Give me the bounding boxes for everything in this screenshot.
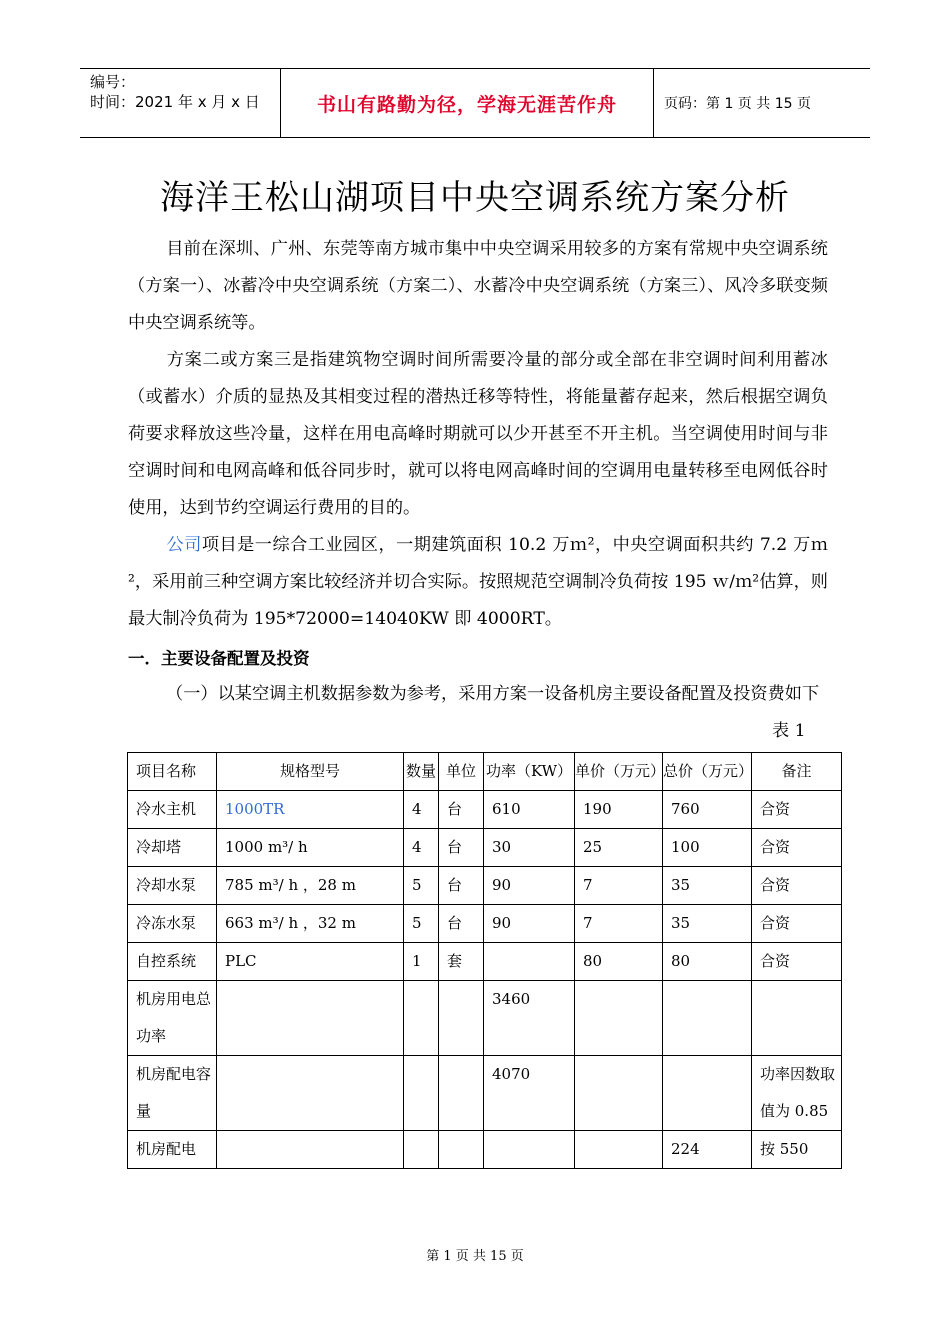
table-cell: 3460: [484, 981, 575, 1056]
table-cell: 4: [404, 791, 439, 829]
table-cell: 760: [663, 791, 752, 829]
table-cell: 30: [484, 829, 575, 867]
table-cell: 4070: [484, 1056, 575, 1131]
table-header-cell: 单价（万元）: [575, 753, 663, 791]
table-row: [128, 1131, 842, 1169]
table-cell: 合资: [752, 943, 842, 981]
table-cell: [439, 1131, 484, 1169]
table-cell: [217, 1131, 404, 1169]
table-cell: [404, 1131, 439, 1169]
table-header-cell: 总价（万元）: [663, 753, 752, 791]
table-cell: 台: [439, 867, 484, 905]
subsection-text-body: （一）以某空调主机数据参数为参考，采用方案一设备机房主要设备配置及投资费如下: [166, 684, 820, 704]
table-cell: 套: [439, 943, 484, 981]
table-cell: 机房配电容量: [128, 1056, 217, 1131]
table-cell: 1: [404, 943, 439, 981]
table-cell: [575, 981, 663, 1056]
table-row: [128, 829, 842, 867]
table-cell: 合资: [752, 867, 842, 905]
table-row: [128, 981, 842, 1056]
table-cell: [439, 981, 484, 1056]
table-cell: [484, 1131, 575, 1169]
header-page-info: 页码：第 1 页 共 15 页: [664, 96, 811, 112]
table-cell: 合资: [752, 829, 842, 867]
table-cell: 7: [575, 905, 663, 943]
table-row: [128, 867, 842, 905]
header-bar: [80, 68, 870, 138]
table-cell: [663, 981, 752, 1056]
section-heading: 一．主要设备配置及投资: [128, 649, 310, 668]
table-cell: [575, 1056, 663, 1131]
table-cell: 4: [404, 829, 439, 867]
table-row: [128, 1056, 842, 1131]
table-cell: 合资: [752, 791, 842, 829]
paragraph-3: [128, 527, 828, 638]
table-cell: 5: [404, 867, 439, 905]
table-cell: [404, 981, 439, 1056]
table-cell: 合资: [752, 905, 842, 943]
table-cell: 90: [484, 905, 575, 943]
table-row: [128, 791, 842, 829]
table-header-row: [128, 753, 842, 791]
table-cell: [484, 943, 575, 981]
company-link[interactable]: 公司: [166, 535, 202, 555]
page-footer: 第 1 页 共 15 页: [426, 1249, 524, 1264]
table-cell: 台: [439, 829, 484, 867]
table-row: [128, 943, 842, 981]
table-cell: [752, 981, 842, 1056]
table-cell: 自控系统: [128, 943, 217, 981]
table-cell: 5: [404, 905, 439, 943]
table-cell: 785 m³/ h ，28 m: [217, 867, 404, 905]
table-cell: 80: [575, 943, 663, 981]
table-cell: 台: [439, 791, 484, 829]
table-cell: 冷水主机: [128, 791, 217, 829]
table-cell: 224: [663, 1131, 752, 1169]
header-motto: 书山有路勤为径，学海无涯苦作舟: [280, 69, 654, 137]
table-cell: 冷冻水泵: [128, 905, 217, 943]
paragraph-2: [128, 342, 828, 527]
table-cell: 610: [484, 791, 575, 829]
table-cell: 190: [575, 791, 663, 829]
table-cell: [439, 1056, 484, 1131]
table-cell: [575, 1131, 663, 1169]
table-cell: 台: [439, 905, 484, 943]
document-title: 海洋王松山湖项目中央空调系统方案分析: [160, 178, 790, 218]
paragraph-1-text: 目前在深圳、广州、东莞等南方城市集中中央空调采用较多的方案有常规中央空调系统（方案一）、冰蓄冷中央空调系统（方案二）、水蓄冷中央空调系统（方案三）、风冷多联变频中央空调系统等。: [128, 239, 828, 333]
table-header-cell: 功率（KW）: [484, 753, 575, 791]
table-cell: 按 550: [752, 1131, 842, 1169]
table-cell: 机房用电总功率: [128, 981, 217, 1056]
header-left-cell: [80, 69, 280, 137]
table-cell: 机房配电: [128, 1131, 217, 1169]
table-header-cell: 数量: [404, 753, 439, 791]
table-cell: 冷却塔: [128, 829, 217, 867]
equipment-table: [127, 752, 842, 1169]
table-row: [128, 905, 842, 943]
table-cell: [404, 1056, 439, 1131]
table-cell: 35: [663, 905, 752, 943]
table-cell: 25: [575, 829, 663, 867]
table-cell: 冷却水泵: [128, 867, 217, 905]
table-header-cell: 规格型号: [217, 753, 404, 791]
table-label: 表 1: [772, 721, 806, 741]
paragraph-1: [128, 231, 828, 342]
table-cell: 100: [663, 829, 752, 867]
table-cell: 80: [663, 943, 752, 981]
paragraph-3-text: 项目是一综合工业园区，一期建筑面积 10.2 万ｍ²，中央空调面积共约 7.2 万ｍ²，采用前三种空调方案比较经济并切合实际。按照规范空调制冷负荷按 195 ｗ/ｍ²估算，则最大制冷负荷为 195*72000=14040KW 即 4000RT。: [128, 535, 828, 629]
table-cell: 35: [663, 867, 752, 905]
table-cell: [217, 1056, 404, 1131]
table-header-cell: 备注: [752, 753, 842, 791]
table-cell: [217, 981, 404, 1056]
table-header-cell: 单位: [439, 753, 484, 791]
paragraph-2-text: 方案二或方案三是指建筑物空调时间所需要冷量的部分或全部在非空调时间利用蓄冰（或蓄水）介质的显热及其相变过程的潜热迁移等特性，将能量蓄存起来，然后根据空调负荷要求释放这些冷量，这样在用电高峰时期就可以少开甚至不开主机。当空调使用时间与非空调时间和电网高峰和低谷同步时，就可以将电网高峰时间的空调用电量转移至电网低谷时使用，达到节约空调运行费用的目的。: [128, 350, 828, 518]
table-cell: 663 m³/ h ，32 m: [217, 905, 404, 943]
table-cell: [663, 1056, 752, 1131]
number-label: 编号：: [90, 73, 136, 91]
table-cell: PLC: [217, 943, 404, 981]
subsection-text: [128, 676, 828, 712]
time-label: 时间：2021 年 x 月 x 日: [90, 93, 260, 111]
table-cell: 功率因数取值为 0.85: [752, 1056, 842, 1131]
model-link[interactable]: 1000TR: [217, 791, 404, 829]
table-cell: 7: [575, 867, 663, 905]
table-cell: 1000 m³/ h: [217, 829, 404, 867]
table-cell: 90: [484, 867, 575, 905]
table-header-cell: 项目名称: [128, 753, 217, 791]
